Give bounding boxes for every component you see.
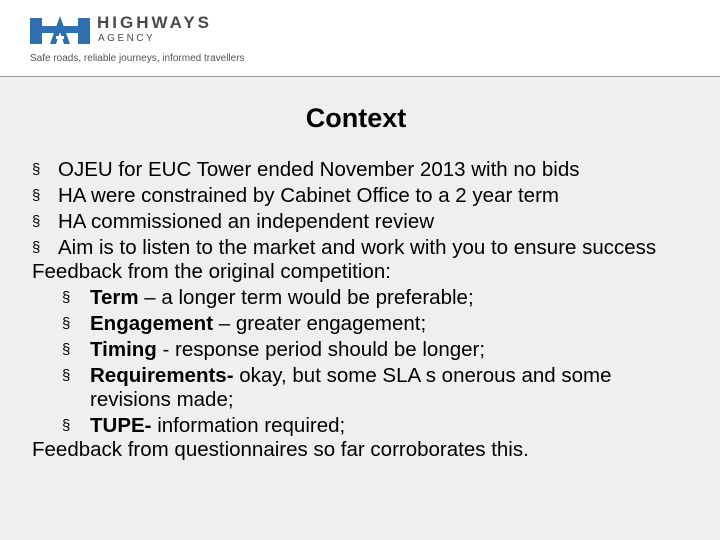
- feedback-item: [32, 286, 692, 310]
- feedback-item: [32, 312, 692, 336]
- bullet-item: [32, 184, 692, 208]
- feedback-item: [32, 414, 692, 438]
- logo-subtitle: AGENCY: [98, 33, 156, 44]
- slide-content: [32, 158, 692, 462]
- header: [0, 0, 720, 76]
- bullet-icon: §: [32, 213, 41, 230]
- bullet-item: [32, 210, 692, 234]
- slide-title: Context: [305, 103, 407, 133]
- feedback-item-text: okay, but some SLA s onerous and some revisions made;: [90, 364, 612, 411]
- bullet-icon: §: [62, 367, 71, 384]
- feedback-item-text: – greater engagement;: [213, 312, 427, 335]
- highways-agency-logo-icon: [30, 14, 90, 46]
- bullet-icon: §: [32, 161, 41, 178]
- feedback-heading: Feedback from the original competition:: [32, 260, 391, 283]
- feedback-item-label: Engagement: [90, 312, 214, 335]
- feedback-item-label: TUPE-: [90, 414, 152, 437]
- feedback-item-text: – a longer term would be preferable;: [138, 286, 474, 309]
- bullet-item: [32, 158, 692, 182]
- tagline: Safe roads, reliable journeys, informed travellers: [30, 53, 245, 64]
- bullet-icon: §: [62, 315, 71, 332]
- feedback-item-label: Requirements-: [90, 364, 234, 387]
- bullet-item: [32, 236, 692, 260]
- bullet-text: Aim is to listen to the market and work with you to ensure success: [58, 236, 657, 259]
- feedback-item: [32, 338, 692, 362]
- bullet-icon: §: [62, 341, 71, 358]
- bullet-icon: §: [62, 417, 71, 434]
- bullet-icon: §: [32, 187, 41, 204]
- bullet-icon: §: [62, 289, 71, 306]
- bullet-text: HA were constrained by Cabinet Office to a 2 year term: [58, 184, 559, 207]
- feedback-item-label: Term: [90, 286, 139, 309]
- feedback-item-label: Timing: [90, 338, 157, 361]
- closing-text: Feedback from questionnaires so far corroborates this.: [32, 438, 529, 461]
- feedback-item-text: - response period should be longer;: [156, 338, 486, 361]
- bullet-text: HA commissioned an independent review: [58, 210, 435, 233]
- feedback-item-text: information required;: [151, 414, 346, 437]
- bullet-text: OJEU for EUC Tower ended November 2013 with no bids: [58, 158, 580, 181]
- feedback-item: [32, 364, 692, 412]
- logo-title: HIGHWAYS: [97, 13, 213, 32]
- bullet-icon: §: [32, 239, 41, 256]
- slide-body: [0, 77, 720, 540]
